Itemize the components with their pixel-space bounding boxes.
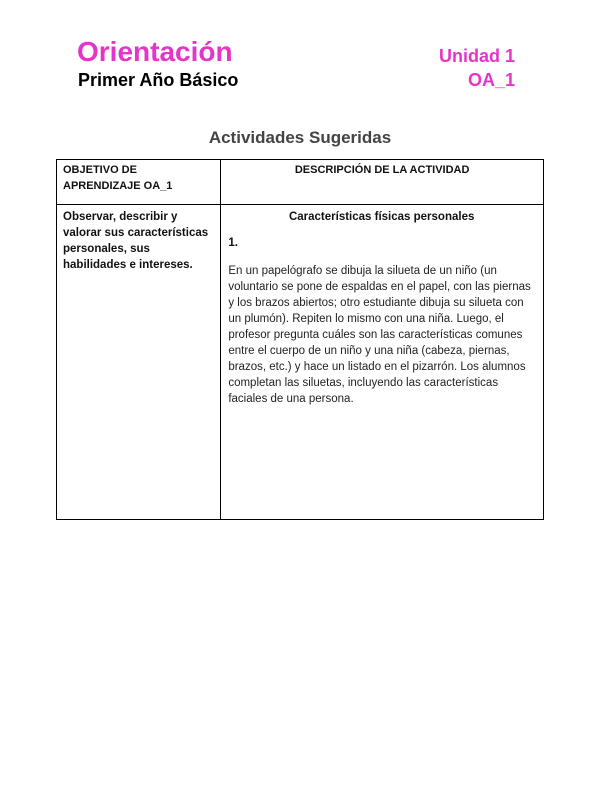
learning-objective-cell: Observar, describir y valorar sus características personales, sus habilidades e intereses. xyxy=(57,205,221,520)
unit-label: Unidad 1 xyxy=(438,46,515,66)
activity-description-cell xyxy=(221,205,544,520)
description-column-header: DESCRIPCIÓN DE LA ACTIVIDAD xyxy=(221,160,544,205)
activities-table xyxy=(56,159,544,520)
activity-description-text: En un papelógrafo se dibuja la silueta de un niño (un voluntario se pone de espaldas en el papel, con las piernas y los brazos abiertos; otro estudiante dibuja su silueta con un plumón). Repiten lo mismo con una niña. Luego, el profesor pregunta cuáles son las características comunes entre el cuerpo de un niño y una niña (cabeza, piernas, brazos, etc.) y hace un listado en el pizarrón. Los alumnos completan las siluetas, incluyendo las características faciales de una persona. xyxy=(228,265,531,405)
section-title: Actividades Sugeridas xyxy=(208,128,392,147)
objective-code-label: OA_1 xyxy=(467,70,515,90)
table-header-row xyxy=(57,160,544,205)
course-subtitle: Primer Año Básico xyxy=(78,70,239,90)
activity-number: 1. xyxy=(228,237,238,249)
table-row xyxy=(57,205,544,520)
objective-column-header: OBJETIVO DE APRENDIZAJE OA_1 xyxy=(57,160,221,205)
page-header xyxy=(0,0,600,100)
activity-name: Características físicas personales xyxy=(288,211,475,223)
page-title: Orientación xyxy=(77,36,233,67)
